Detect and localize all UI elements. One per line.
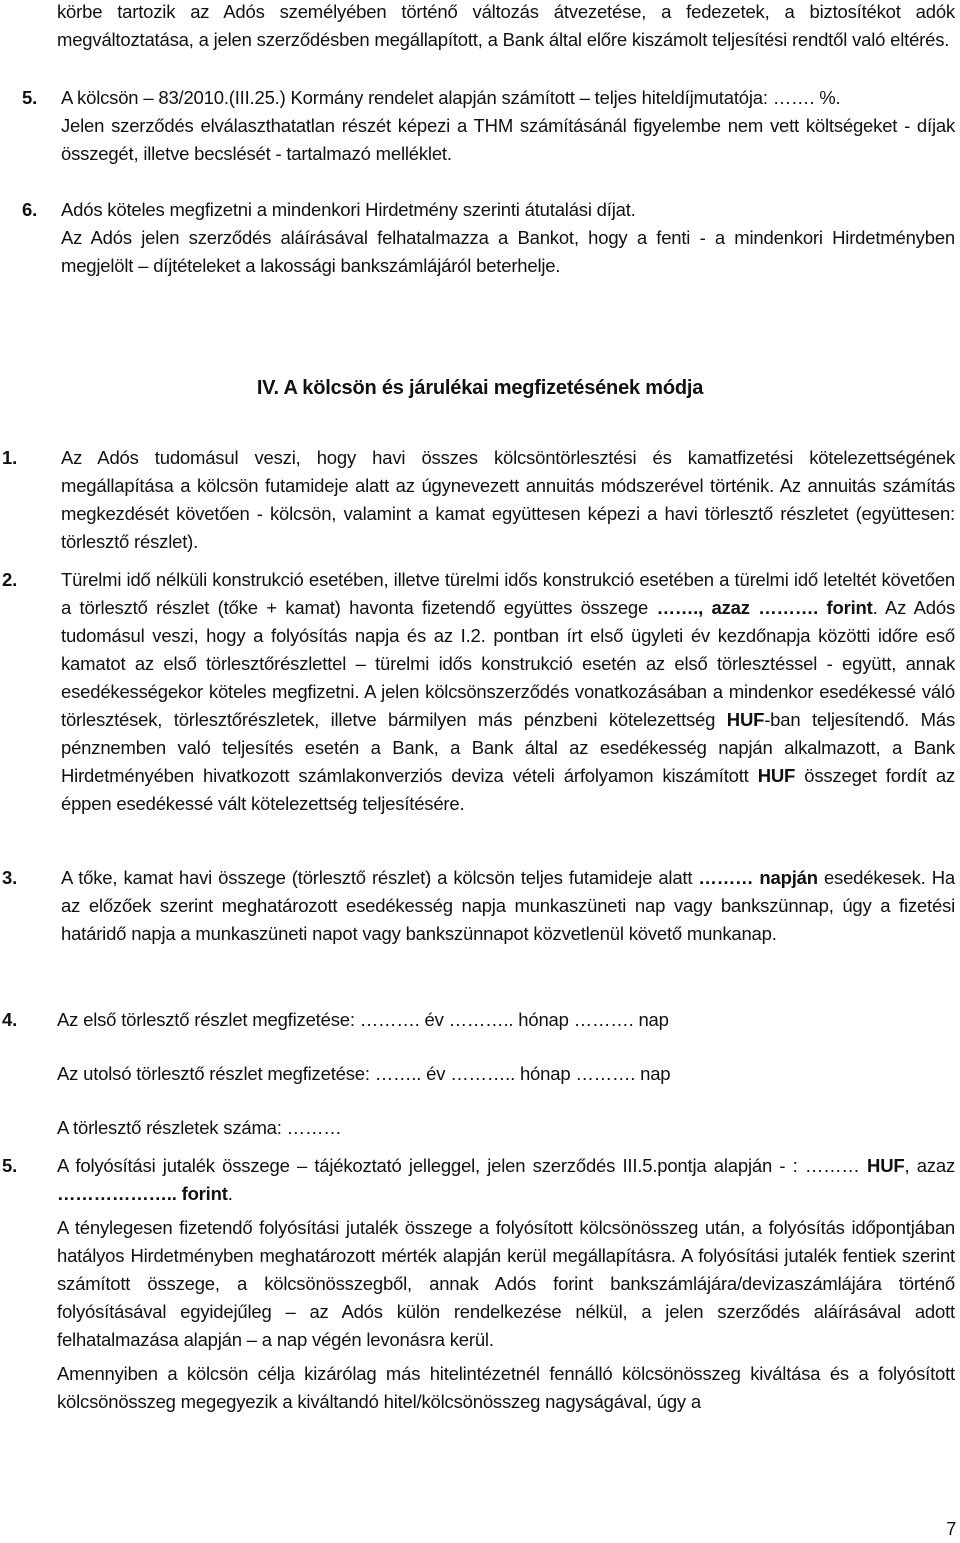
item-number: 6. bbox=[22, 199, 38, 220]
item-text: Türelmi idő nélküli konstrukció esetében, illetve türelmi idős konstrukció esetében a türelmi idő leteltét követően a törlesztő részlet (tőke + kamat) havonta fizetendő együttes összege ……., azaz ………. forint. Az Adós tudomásul veszi, hogy a folyósítás napja és az I.2. pontban írt első ügyleti év kezdőnapja közötti időre eső kamatot az első törlesztőrészlettel – türelmi idős konstrukció esetén az első törlesztéssel - együtt, annak esedékességekor köteles megfizetni. A jelen kölcsönszerződés vonatkozásában a mindenkor esedékessé váló törlesztések, törlesztőrészletek, illetve bármilyen más pénzbeni kötelezettség HUF-ban teljesítendő. Más pénznemben való teljesítés esetén a Bank, a Bank által az esedékesség napján alkalmazott, a Bank Hirdetményében hivatkozott számlakonverziós deviza vételi árfolyamon kiszámított HUF összeget fordít az éppen esedékessé vált kötelezettség teljesítésére. bbox=[61, 569, 956, 814]
item-text-2: A ténylegesen fizetendő folyósítási jutalék összege a folyósított kölcsönösszeg után, a folyósítás időpontjában hatályos Hirdetményben meghatározott mérték alapján kerül megállapításra. A folyósítási jutalék fentiek szerint számított összege, a kölcsönösszegből, annak Adós forint bankszámlájára/devizaszámlájára történő folyósításával egyidejűleg – az Adós külön rendelkezése nélkül, a jelen szerződés aláírásával adott felhatalmazása alapján – a nap végén levonásra kerül. bbox=[57, 1217, 955, 1350]
item-text: Adós köteles megfizetni a mindenkori Hirdetmény szerinti átutalási díjat. bbox=[61, 199, 636, 220]
page-number: 7 bbox=[946, 1519, 956, 1539]
amount-placeholder: ……., azaz ………. forint bbox=[656, 597, 873, 618]
item-number: 4. bbox=[2, 1009, 18, 1030]
item-text: Az Adós tudomásul veszi, hogy havi összes kölcsöntörlesztési és kamatfizetési kötelezettségének megállapítása a kölcsön futamideje alatt az úgynevezett annuitás módszerével történik. Az annuitás számítás megkezdését követően - kölcsön, valamint a kamat együttesen képezi a havi törlesztő részletet (együttesen: törlesztő részlet). bbox=[61, 447, 955, 552]
section-heading: IV. A kölcsön és járulékai megfizetésének módja bbox=[256, 377, 704, 399]
item-number: 5. bbox=[2, 1155, 18, 1176]
item-text-3: Amennyiben a kölcsön célja kizárólag más hitelintézetnél fennálló kölcsönösszeg kiváltása és a folyósított kölcsönösszeg megegyezik a kiváltandó hitel/kölcsönösszeg nagyságával, úgy a bbox=[57, 1363, 955, 1412]
paragraph-text: körbe tartozik az Adós személyében történő változás átvezetése, a fedezetek, a biztosítékot adók megváltoztatása, a jelen szerződésben megállapított, a Bank által előre kiszámolt teljesítési rendtől való eltérés. bbox=[57, 1, 955, 50]
continuation-paragraph bbox=[57, 0, 955, 54]
first-installment-line: Az első törlesztő részlet megfizetése: ………. év ……….. hónap ………. nap bbox=[57, 1009, 669, 1030]
amount-placeholder: ……………….. forint bbox=[57, 1183, 228, 1204]
item-text: A tőke, kamat havi összege (törlesztő részlet) a kölcsön teljes futamideje alatt ……… napján esedékesek. Ha az előzőek szerint meghatározott esedékesség napja munkaszüneti nap vagy bankszünnap, úgy a fizetési határidő napja a munkaszüneti napot vagy bankszünnapot közvetlenül követő munkanap. bbox=[61, 867, 955, 944]
currency: HUF bbox=[757, 765, 796, 786]
last-installment-line: Az utolsó törlesztő részlet megfizetése: …….. év ……….. hónap ………. nap bbox=[57, 1063, 671, 1084]
item-number: 1. bbox=[2, 447, 18, 468]
installment-count-line: A törlesztő részletek száma: ……… bbox=[57, 1117, 342, 1138]
item-number: 3. bbox=[2, 867, 18, 888]
item-number: 2. bbox=[2, 569, 18, 590]
item-text: A kölcsön – 83/2010.(III.25.) Kormány rendelet alapján számított – teljes hiteldíjmutatója: ……. %. bbox=[61, 87, 841, 108]
item-text-2: Jelen szerződés elválaszthatatlan részét képezi a THM számításánál figyelembe nem vett költségeket - díjak összegét, illetve becslését - tartalmazó melléklet. bbox=[61, 115, 955, 164]
item-number: 5. bbox=[22, 87, 38, 108]
item-text: A folyósítási jutalék összege – tájékoztató jelleggel, jelen szerződés III.5.pontja alapján - : ……… HUF, azaz ……………….. forint. bbox=[57, 1155, 955, 1204]
currency: HUF bbox=[726, 709, 765, 730]
item-text-2: Az Adós jelen szerződés aláírásával felhatalmazza a Bankot, hogy a fenti - a mindenkori Hirdetményben megjelölt – díjtételeket a lakossági bankszámlájáról beterhelje. bbox=[61, 227, 955, 276]
due-day-placeholder: ……… napján bbox=[698, 867, 818, 888]
currency: HUF bbox=[867, 1155, 905, 1176]
